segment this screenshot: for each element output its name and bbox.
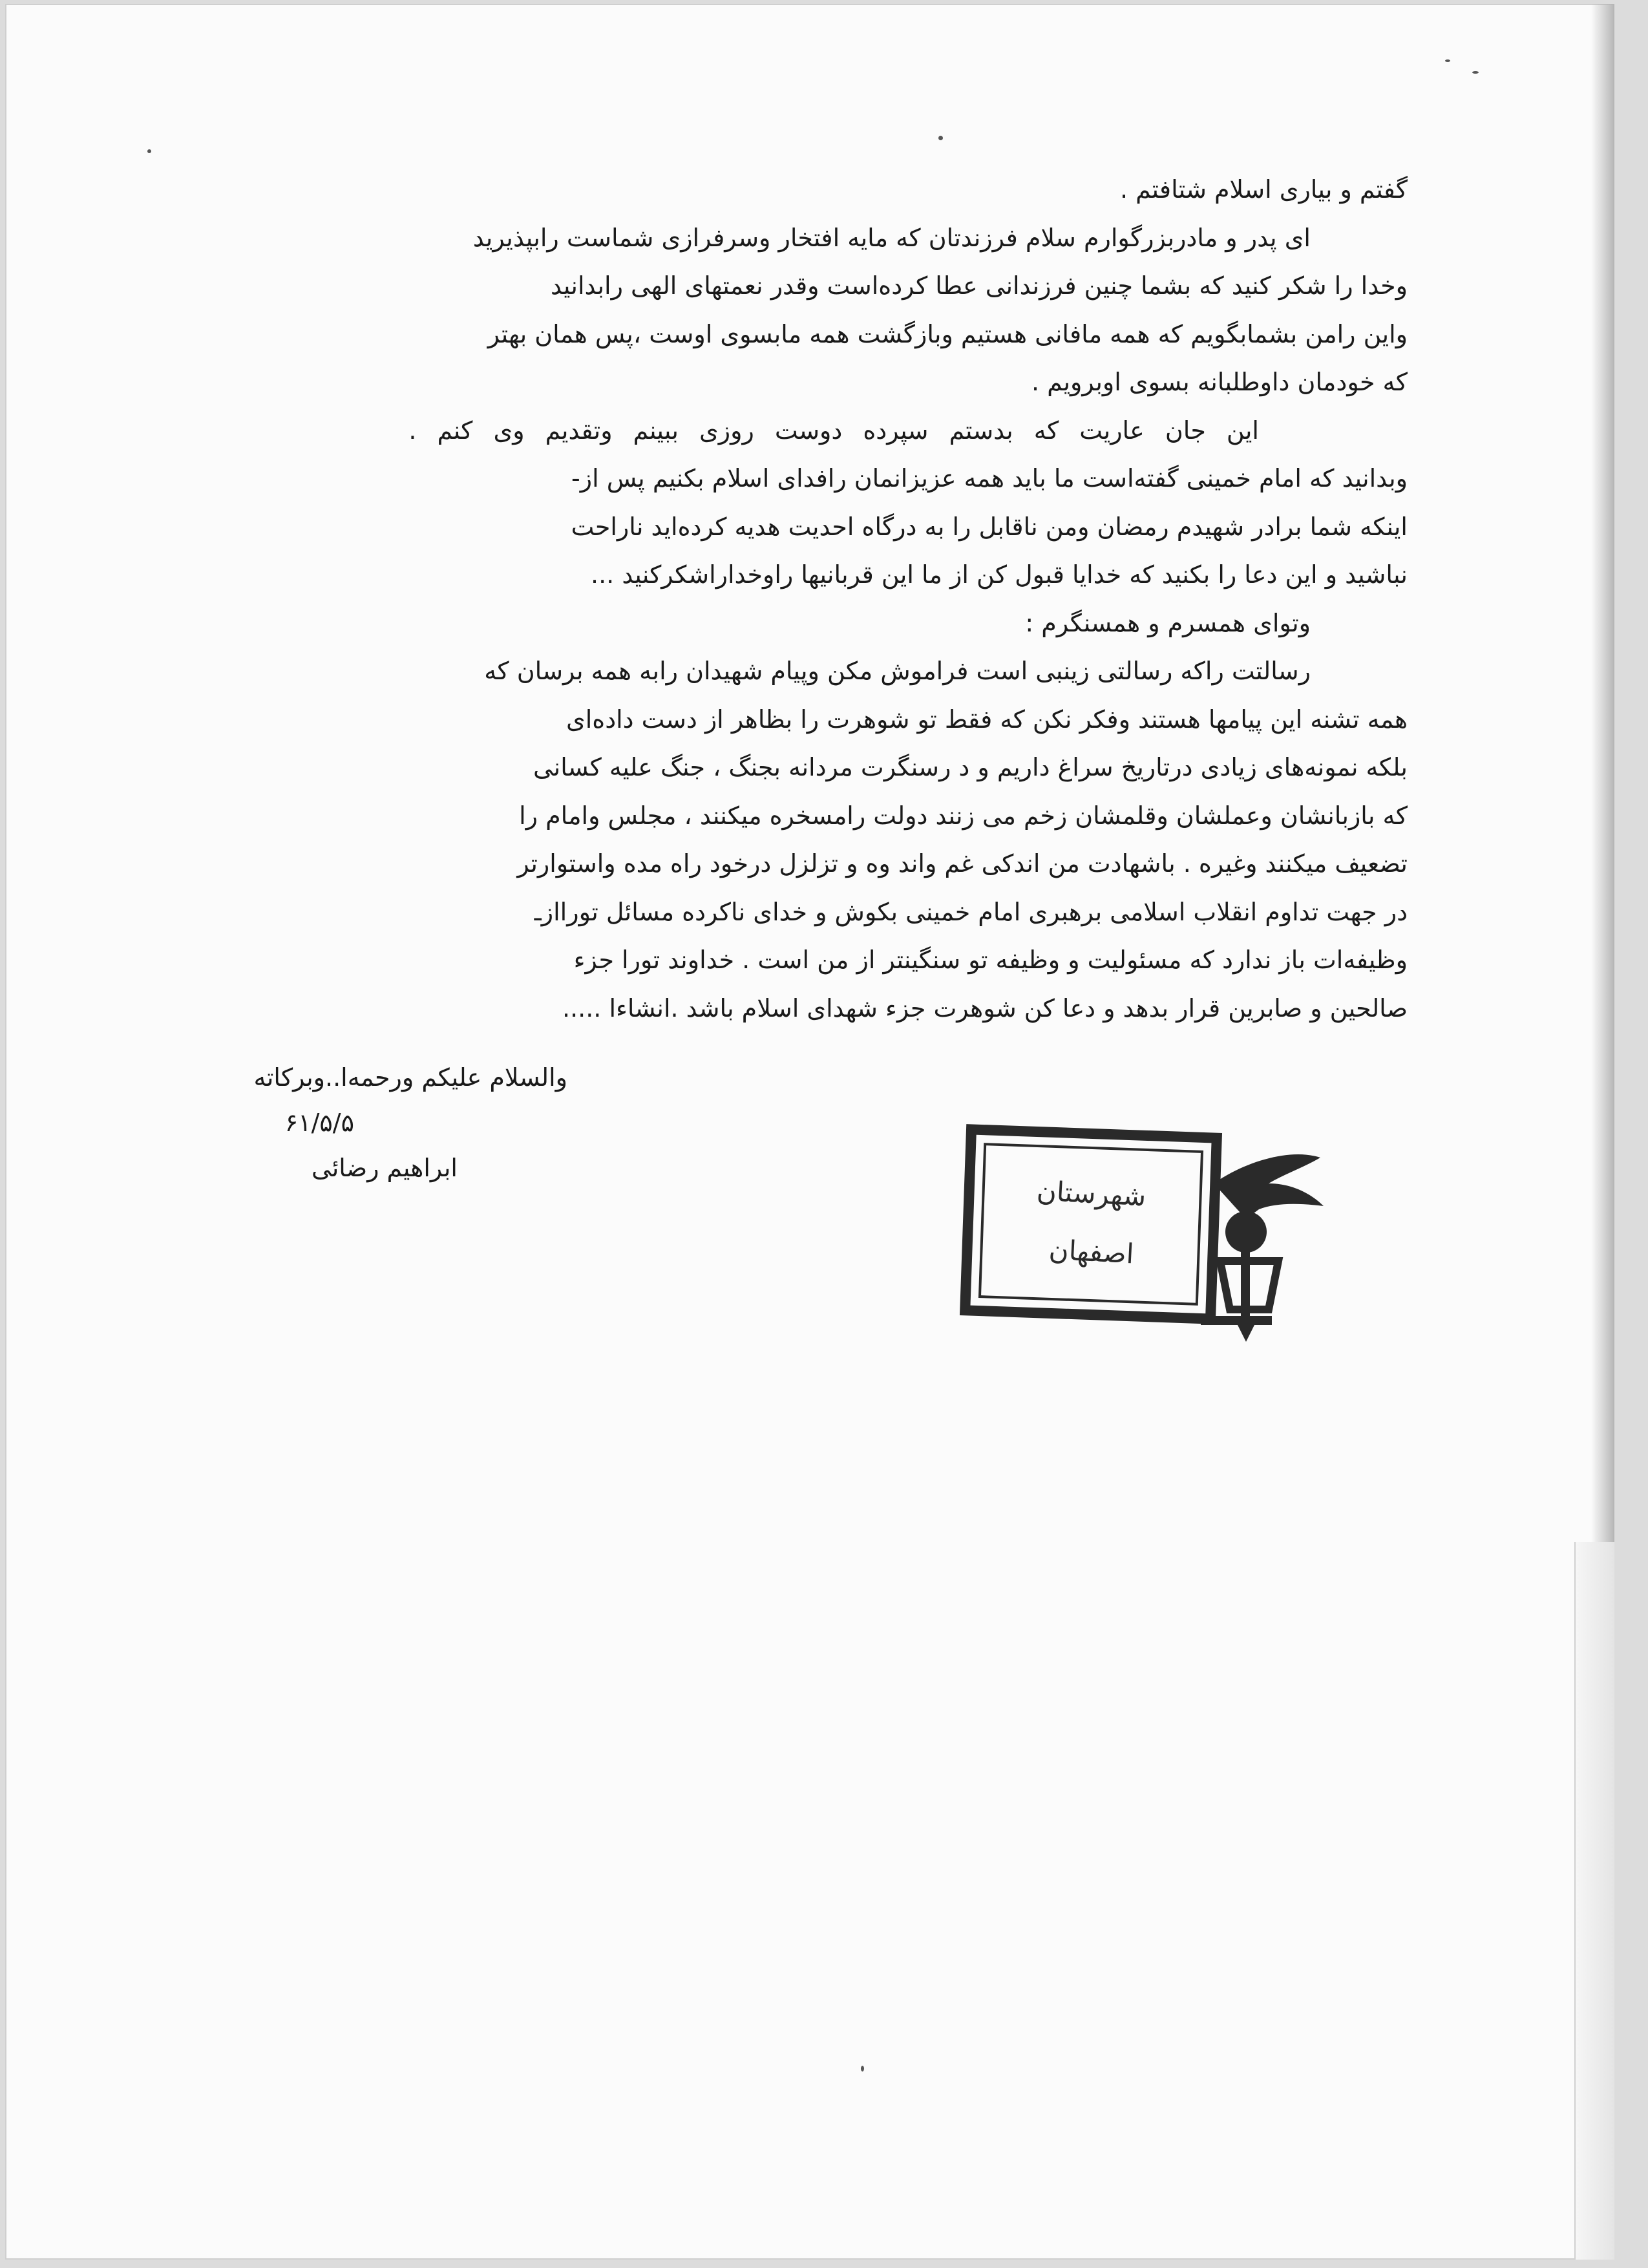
salutation: والسلام علیکم ورحمه‌ا..وبرکاته (253, 1063, 567, 1092)
letter-line: نباشید و این دعا را بکنید که خدایا قبول کن از ما این قربانیها راوخداراشکرکنید ... (591, 560, 1408, 589)
letter-line: بلکه نمونه‌های زیادی درتاریخ سراغ داریم و د رسنگرت مردانه بجنگ ، جنگ علیه کسانی (533, 753, 1408, 781)
letter-line: وبدانید که امام خمینی گفته‌است ما باید همه عزیزانمان رافدای اسلام بکنیم پس از- (571, 464, 1408, 493)
letter-line: که خودمان داوطلبانه بسوی اوبرویم . (1031, 368, 1408, 396)
page-fold (1574, 1542, 1614, 2260)
letter-line: وتوای همسرم و همسنگرم : (1025, 608, 1311, 637)
letter-verse-line: این جان عاریت که بدستم سپرده دوست روزی ببینم وتقدیم وی کنم . (408, 416, 1259, 445)
speck (1445, 59, 1450, 62)
speck (938, 136, 943, 140)
speck (861, 2066, 864, 2072)
letter-line: که بازبانشان وعملشان وقلمشان زخم می زنند دولت رامسخره میکنند ، مجلس وامام را (519, 801, 1408, 830)
signature-name: ابراهیم رضائی (312, 1154, 458, 1182)
speck (147, 149, 151, 153)
letter-line: صالحین و صابرین قرار بدهد و دعا کن شوهرت جزء شهدای اسلام باشد .انشاءا ..... (562, 993, 1408, 1023)
official-stamp (942, 1122, 1343, 1348)
letter-line: وخدا را شکر کنید که بشما چنین فرزندانی عطا کرده‌است وقدر نعمتهای الهی رابدانید (550, 271, 1408, 300)
scan-edge-shadow (1591, 4, 1614, 1555)
speck (1472, 71, 1479, 74)
letter-line: واین رامن بشمابگویم که همه مافانی هستیم وبازگشت همه مابسوی اوست ،پس همان بهتر (487, 319, 1408, 348)
letter-closing (76, 1055, 567, 1191)
letter-body (102, 165, 1408, 1032)
letter-date: ۶۱/۵/۵ (284, 1108, 354, 1137)
letter-line: اینکه شما برادر شهیدم رمضان ومن ناقابل را به درگاه احدیت هدیه کرده‌اید ناراحت (571, 512, 1408, 541)
letter-line: همه تشنه این پیامها هستند وفکر نکن که فقط تو شوهرت را بظاهر از دست داده‌ای (565, 705, 1408, 734)
letter-line: گفتم و بیاری اسلام شتافتم . (1119, 175, 1408, 204)
sepah-emblem-icon (1201, 1154, 1324, 1342)
letter-line: در جهت تداوم انقلاب اسلامی برهبری امام خمینی بکوش و خدای ناکرده مسائل توراازـ (534, 897, 1408, 926)
letter-line: وظیفه‌ات باز ندارد که مسئولیت و وظیفه تو سنگینتر از من است . خداوند تورا جزء (573, 946, 1408, 974)
stamp-line-2: اصفهان (1048, 1233, 1135, 1270)
letter-line: ای پدر و مادربزرگوارم سلام فرزندتان که مایه افتخار وسرفرازی شماست رابپذیرید (472, 223, 1311, 252)
letter-line: رسالتت راکه رسالتی زینبی است فراموش مکن وپیام شهیدان رابه همه برسان که (484, 657, 1311, 685)
stamp-line-1: شهرستان (1035, 1174, 1147, 1213)
letter-line: تضعیف میکنند وغیره . باشهادت من اندکی غم واند وه و تزلزل درخود راه مده واستوارتر (517, 849, 1408, 878)
letter-page (5, 4, 1614, 2260)
